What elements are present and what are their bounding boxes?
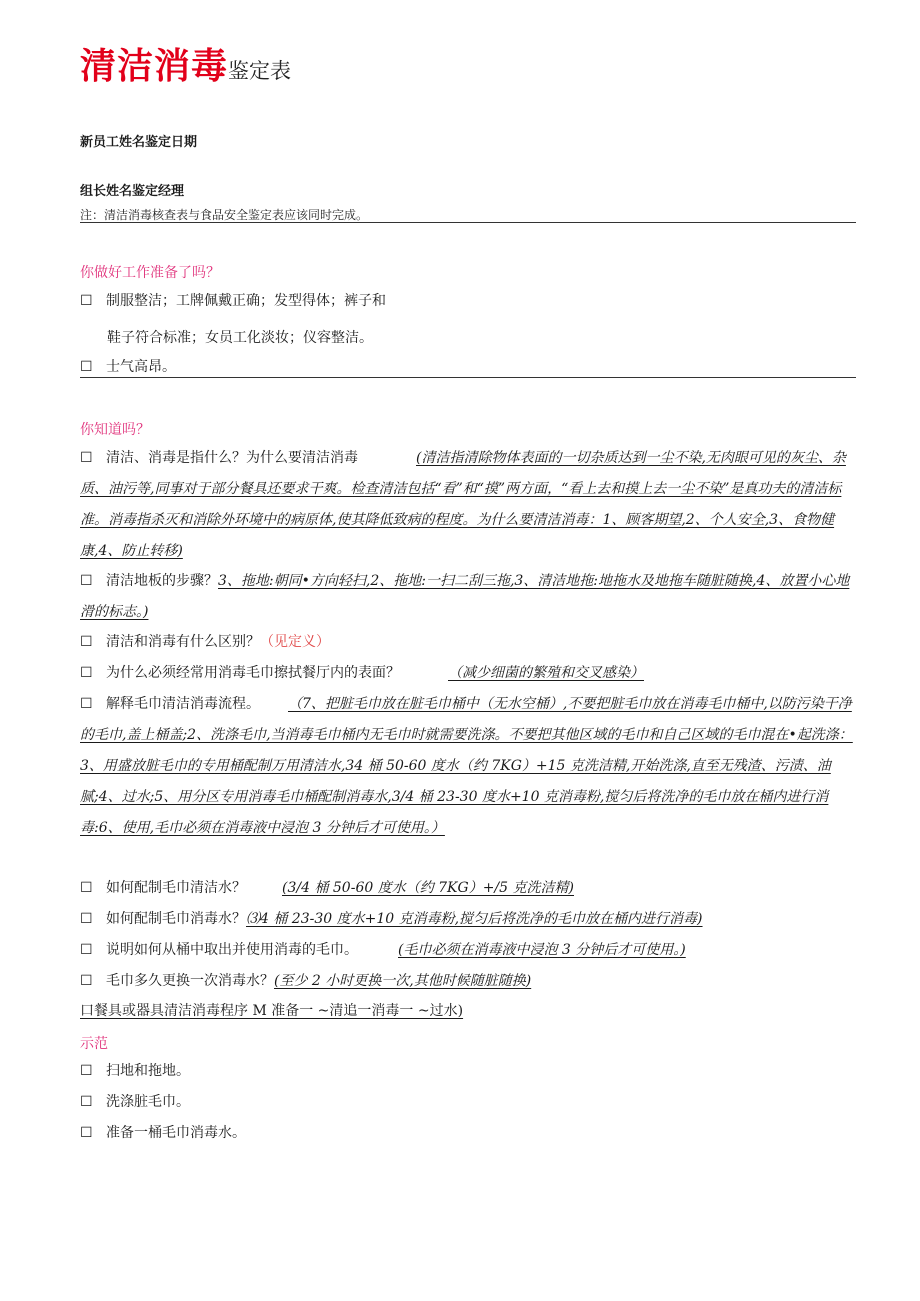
question-item: ☐ 清洁、消毒是指什么？为什么要清洁消毒 (清洁指清除物体表面的一切杂质达到一尘不染,无肉眼可见的灰尘、杂质、油污等,同事对于部分餐具还要求干爽。检查清洁包括“看”和“摸”两方面，“看上去和摸上去一尘不染”是真功夫的清洁标准。消毒指杀灭和消除外环境中的病原体,使其降低致病的程度。为什么要清洁消毒：1、顾客期望,2、个人安全,3、食物健康,4、防止转移) — [80, 443, 858, 567]
checkbox-icon[interactable]: ☐ — [80, 665, 93, 681]
prep-item: ☐ 士气高昂。 — [80, 352, 858, 383]
demo-item: ☐ 洗涤脏毛巾。 — [80, 1087, 858, 1118]
title-highlight: 清洁消毒 — [80, 46, 229, 87]
checkbox-icon[interactable]: ☐ — [80, 1125, 93, 1141]
leader-manager-row: 组长姓名鉴定经理 — [80, 184, 185, 199]
demo-item: ☐ 准备一桶毛巾消毒水。 — [80, 1118, 858, 1149]
checkbox-icon[interactable]: ☐ — [80, 1063, 93, 1079]
question-item: ☐ 说明如何从桶中取出并使用消毒的毛巾。 (毛巾必须在消毒液中浸泡 3 分钟后才可使用。) — [80, 935, 858, 966]
procedure-line: 口餐具或器具清洁消毒程序 M 准备一 ~清追一消毒一 ~过水) — [80, 1003, 464, 1019]
checkbox-icon[interactable]: ☐ — [80, 973, 93, 989]
answer-text: (3/4 桶 50-60 度水（约 7KG）+/5 克洗洁精) — [282, 880, 574, 896]
answer-text: (毛巾必须在消毒液中浸泡 3 分钟后才可使用。) — [398, 942, 686, 958]
checkbox-icon[interactable]: ☐ — [80, 450, 93, 466]
checkbox-icon[interactable]: ☐ — [80, 1094, 93, 1110]
question-item: ☐ 如何配制毛巾消毒水？⑶4 桶 23-30 度水+10 克消毒粉,搅匀后将洗净的毛巾放在桶内进行消毒) — [80, 904, 858, 935]
question-item: ☐ 清洁和消毒有什么区别？（见定义） — [80, 627, 858, 658]
demo-heading: 示范 — [80, 1036, 108, 1052]
answer-text: 3、拖地:朝同•方向轻扫,2、拖地:一扫二刮三拖,3、清洁地拖:地拖水及地拖车随脏随换,4、放置小心地滑的标志。) — [80, 573, 850, 620]
checkbox-icon[interactable]: ☐ — [80, 696, 93, 712]
answer-text: ⑶4 桶 23-30 度水+10 克消毒粉,搅匀后将洗净的毛巾放在桶内进行消毒) — [246, 911, 703, 927]
form-title — [80, 38, 291, 89]
divider — [80, 377, 856, 378]
demo-item: ☐ 扫地和拖地。 — [80, 1056, 858, 1087]
checkbox-icon[interactable]: ☐ — [80, 293, 93, 309]
title-suffix: 鉴定表 — [228, 59, 292, 83]
question-item: ☐ 毛巾多久更换一次消毒水？(至少 2 小时更换一次,其他时候随脏随换) — [80, 966, 858, 997]
question-item: ☐ 为什么必须经常用消毒毛巾擦拭餐厅内的表面？ （减少细菌的繁殖和交叉感染） — [80, 658, 858, 689]
checkbox-icon[interactable]: ☐ — [80, 911, 93, 927]
prep-heading: 你做好工作准备了吗？ — [80, 265, 220, 281]
answer-text: （见定义） — [260, 634, 330, 650]
checkbox-icon[interactable]: ☐ — [80, 942, 93, 958]
answer-text: （减少细菌的繁殖和交叉感染） — [448, 665, 644, 681]
checkbox-icon[interactable]: ☐ — [80, 359, 93, 375]
note-text: 注：清洁消毒核查表与食品安全鉴定表应该同时完成。 — [80, 208, 369, 222]
question-item: ☐ 如何配制毛巾清洁水？ (3/4 桶 50-60 度水（约 7KG）+/5 克洗洁精) — [80, 873, 858, 904]
checkbox-icon[interactable]: ☐ — [80, 573, 93, 589]
prep-item-continued: 鞋子符合标准；女员工化淡妆；仪容整洁。 — [107, 330, 373, 346]
question-item: ☐ 清洁地板的步骤？3、拖地:朝同•方向轻扫,2、拖地:一扫二刮三拖,3、清洁地拖:地拖水及地拖车随脏随换,4、放置小心地滑的标志。) — [80, 566, 858, 628]
checkbox-icon[interactable]: ☐ — [80, 634, 93, 650]
trainee-name-date-row: 新员工姓名鉴定日期 — [80, 135, 198, 150]
answer-text: （7、把脏毛巾放在脏毛巾桶中（无水空桶）,不要把脏毛巾放在消毒毛巾桶中,以防污染干净的毛巾,盖上桶盖;2、洗涤毛巾,当消毒毛巾桶内无毛巾时就需要洗涤。不要把其他区域的毛巾和自己区域的毛巾混在•起洗涤：3、用盛放脏毛巾的专用桶配制万用清洁水,34 桶 50-60 度水（约 7KG）+15 克洗洁精,开始洗涤,直至无残渣、污渍、油腻;4、过水;5、用分区专用消毒毛巾桶配制消毒水,3/4 桶 23-30 度水+10 克消毒粉,搅匀后将洗净的毛巾放在桶内进行消毒:6、使用,毛巾必须在消毒液中浸泡 3 分钟后才可使用。） — [80, 696, 853, 836]
prep-item: ☐ 制服整洁；工牌佩戴正确；发型得体；裤子和 — [80, 286, 858, 317]
answer-text: (至少 2 小时更换一次,其他时候随脏随换) — [274, 973, 532, 989]
checkbox-icon[interactable]: ☐ — [80, 880, 93, 896]
question-item: ☐ 解释毛巾清洁消毒流程。 （7、把脏毛巾放在脏毛巾桶中（无水空桶）,不要把脏毛巾放在消毒毛巾桶中,以防污染干净的毛巾,盖上桶盖;2、洗涤毛巾,当消毒毛巾桶内无毛巾时就需要洗涤。不要把其他区域的毛巾和自己区域的毛巾混在•起洗涤：3、用盛放脏毛巾的专用桶配制万用清洁水,34 桶 50-60 度水（约 7KG）+15 克洗洁精,开始洗涤,直至无残渣、污渍、油腻;4、过水;5、用分区专用消毒毛巾桶配制消毒水,3/4 桶 23-30 度水+10 克消毒粉,搅匀后将洗净的毛巾放在桶内进行消毒:6、使用,毛巾必须在消毒液中浸泡 3 分钟后才可使用。） — [80, 689, 858, 844]
know-heading: 你知道吗？ — [80, 422, 150, 438]
divider — [80, 222, 856, 223]
answer-text: (清洁指清除物体表面的一切杂质达到一尘不染,无肉眼可见的灰尘、杂质、油污等,同事对于部分餐具还要求干爽。检查清洁包括“看”和“摸”两方面，“看上去和摸上去一尘不染”是真功夫的清洁标准。消毒指杀灭和消除外环境中的病原体,使其降低致病的程度。为什么要清洁消毒：1、顾客期望,2、个人安全,3、食物健康,4、防止转移) — [80, 450, 846, 559]
